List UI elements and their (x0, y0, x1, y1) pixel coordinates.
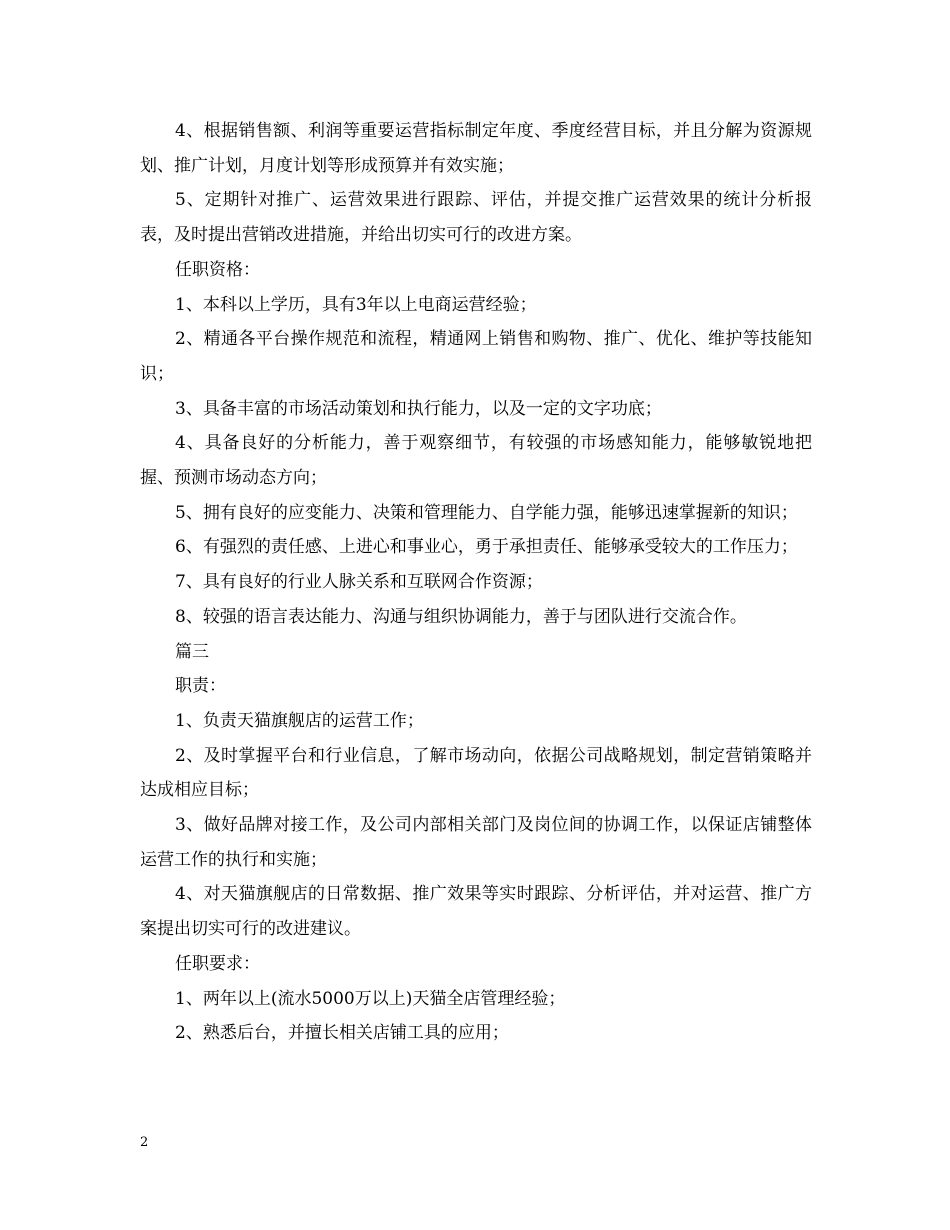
list-item: 2、精通各平台操作规范和流程，精通网上销售和购物、推广、优化、维护等技能知识； (140, 329, 812, 384)
paragraph: 5、定期针对推广、运营效果进行跟踪、评估，并提交推广运营效果的统计分析报表，及时提出营销改进措施，并给出切实可行的改进方案。 (140, 190, 812, 246)
list-item: 3、做好品牌对接工作，及公司内部相关部门及岗位间的协调工作，以保证店铺整体运营工作的执行和实施； (140, 815, 812, 870)
list-item: 4、具备良好的分析能力，善于观察细节，有较强的市场感知能力，能够敏锐地把握、预测市场动态方向； (140, 433, 812, 489)
section-heading: 篇三 (175, 641, 209, 662)
list-item: 4、对天猫旗舰店的日常数据、推广效果等实时跟踪、分析评估，并对运营、推广方案提出切实可行的改进建议。 (140, 884, 812, 940)
paragraph: 4、根据销售额、利润等重要运营指标制定年度、季度经营目标，并且分解为资源规划、推广计划，月度计划等形成预算并有效实施； (140, 121, 812, 176)
list-item: 5、拥有良好的应变能力、决策和管理能力、自学能力强，能够迅速掌握新的知识； (175, 502, 798, 523)
section-heading: 职责： (175, 676, 226, 697)
list-item: 1、负责天猫旗舰店的运营工作； (175, 710, 424, 731)
list-item: 1、两年以上(流水5000万以上)天猫全店管理经验； (175, 988, 566, 1009)
list-item: 6、有强烈的责任感、上进心和事业心，勇于承担责任、能够承受较大的工作压力； (175, 537, 798, 558)
list-item: 8、较强的语言表达能力、沟通与组织协调能力，善于与团队进行交流合作。 (175, 606, 747, 627)
page-number: 2 (140, 1135, 149, 1150)
section-heading: 任职要求： (175, 953, 260, 974)
document-body (140, 114, 812, 1051)
list-item: 7、具有良好的行业人脉关系和互联网合作资源； (175, 572, 543, 593)
list-item: 3、具备丰富的市场活动策划和执行能力，以及一定的文字功底； (175, 398, 662, 419)
section-heading: 任职资格： (175, 259, 260, 280)
list-item: 2、熟悉后台，并擅长相关店铺工具的应用； (175, 1023, 509, 1044)
list-item: 2、及时掌握平台和行业信息，了解市场动向，依据公司战略规划，制定营销策略并达成相应目标； (140, 745, 812, 801)
list-item: 1、本科以上学历，具有3年以上电商运营经验； (175, 294, 537, 315)
